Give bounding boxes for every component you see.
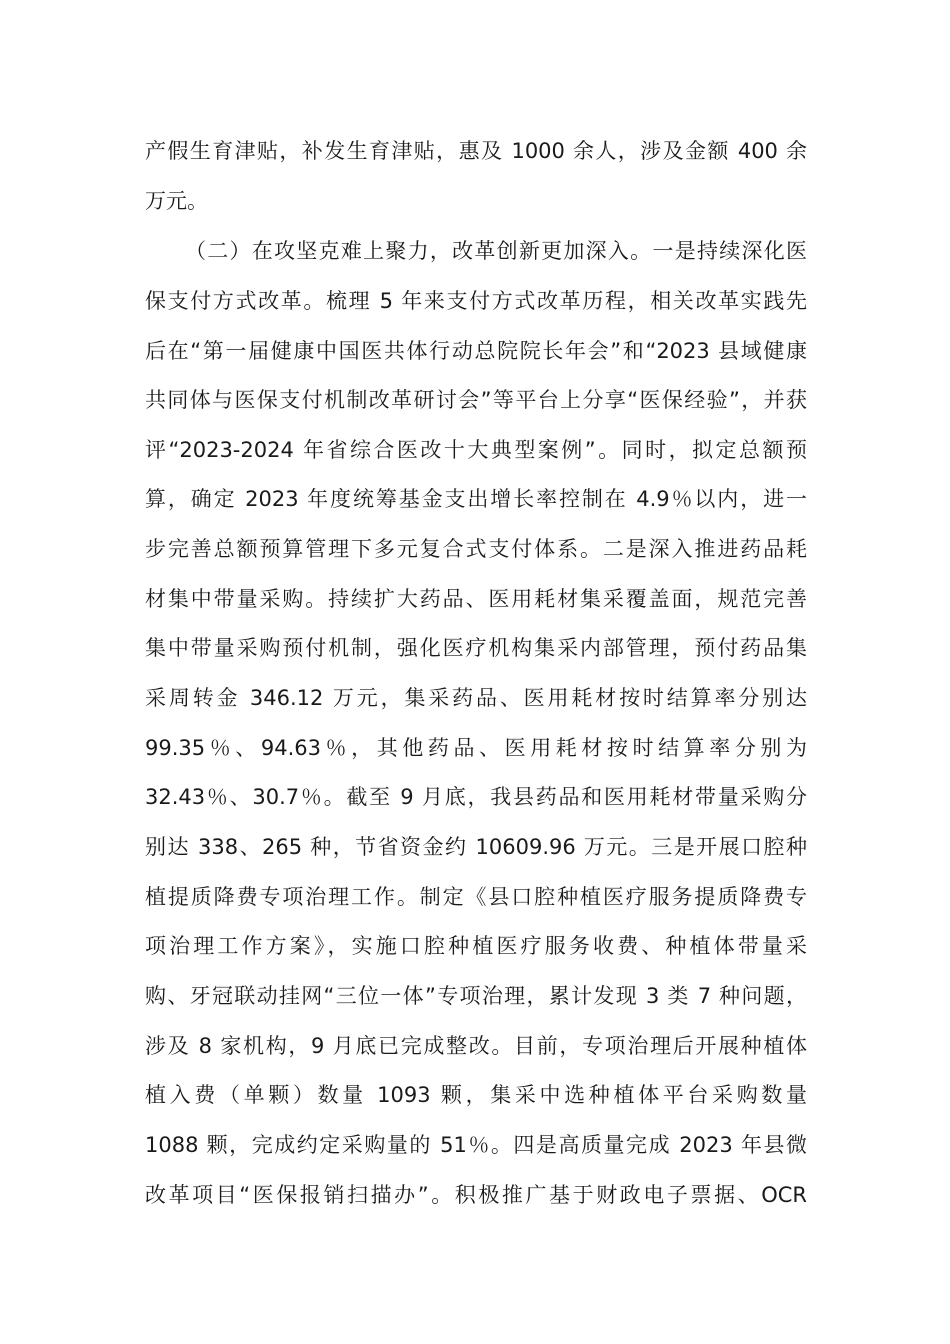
text-line: 1088 颗，完成约定采购量的 51％。四是高质量完成 2023 年县微 [145, 1133, 807, 1157]
text-line: 项治理工作方案》，实施口腔种植医疗服务收费、种植体带量采 [145, 934, 807, 958]
text-line: 采周转金 346.12 万元，集采药品、医用耗材按时结算率分别达 [145, 686, 807, 710]
text-line: 植入费（单颗）数量 1093 颗，集采中选种植体平台采购数量 [145, 1083, 807, 1107]
text-line: 后在“第一届健康中国医共体行动总院院长年会”和“2023 县域健康 [145, 339, 807, 363]
text-line: 改革项目“医保报销扫描办”。积极推广基于财政电子票据、OCR [145, 1183, 807, 1207]
text-line: 产假生育津贴，补发生育津贴，惠及 1000 余人，涉及金额 400 余 [145, 139, 807, 163]
text-line: 步完善总额预算管理下多元复合式支付体系。二是深入推进药品耗 [145, 537, 807, 561]
text-line: 万元。 [145, 189, 208, 213]
text-line: 植提质降费专项治理工作。制定《县口腔种植医疗服务提质降费专 [145, 885, 807, 909]
text-line: 别达 338、265 种，节省资金约 10609.96 万元。三是开展口腔种 [145, 835, 807, 859]
text-line: 涉及 8 家机构，9 月底已完成整改。目前，专项治理后开展种植体 [145, 1034, 807, 1058]
text-line: 算，确定 2023 年度统筹基金支出增长率控制在 4.9％以内，进一 [145, 487, 807, 511]
text-line: （二）在攻坚克难上聚力，改革创新更加深入。一是持续深化医 [185, 239, 807, 263]
text-line: 评“2023-2024 年省综合医改十大典型案例”。同时，拟定总额预 [145, 438, 807, 462]
text-line: 32.43％、30.7％。截至 9 月底，我县药品和医用耗材带量采购分 [145, 785, 807, 809]
text-line: 共同体与医保支付机制改革研讨会”等平台上分享“医保经验”，并获 [145, 388, 807, 412]
text-line: 材集中带量采购。持续扩大药品、医用耗材集采覆盖面，规范完善 [145, 587, 807, 611]
text-line: 集中带量采购预付机制，强化医疗机构集采内部管理，预付药品集 [145, 636, 807, 660]
text-line: 保支付方式改革。梳理 5 年来支付方式改革历程，相关改革实践先 [145, 289, 807, 313]
text-line: 购、牙冠联动挂网“三位一体”专项治理，累计发现 3 类 7 种问题， [145, 984, 807, 1008]
text-line: 99.35％、94.63％，其他药品、医用耗材按时结算率分别为 [145, 736, 807, 760]
